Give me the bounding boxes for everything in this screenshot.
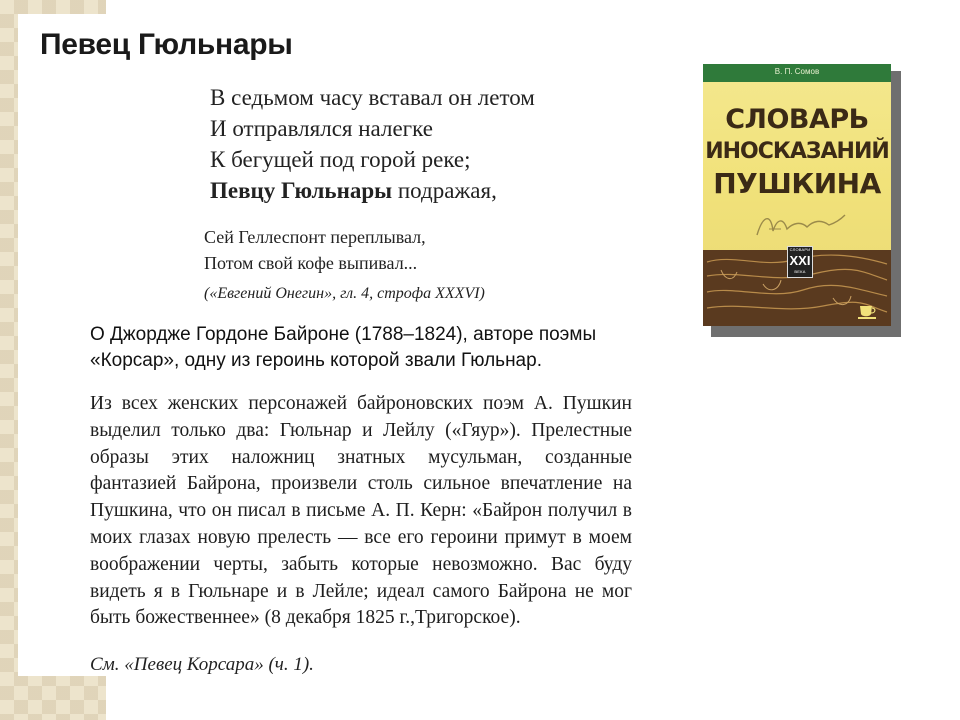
poem-source: («Евгений Онегин», гл. 4, строфа XXXVI) [204, 285, 485, 302]
poem-continuation [204, 224, 426, 276]
poem-line-rest: подражая, [392, 178, 497, 203]
poem-line: К бегущей под горой реке; [210, 147, 471, 172]
series-label-main: XXI [789, 253, 811, 268]
poem-bold-phrase: Певцу Гюльнары [210, 178, 393, 203]
article-text: Из всех женских персонажей байроновских поэм А. Пушкин выделил только два: Гюльнар и Лейлу («Гяур»). Прелестные образы этих наложниц знатных мусульман, созданные фантазией Байрона, произвели столь сильное впечатление на Пушкина, что он писал в письме А. П. Керн: «Байрон получил в моих глазах новую прелесть — все его героини примут в моем воображении черты, забыть которые невозможно. Вас буду видеть я в Гюльнаре и в Лейле; идеал самого Байрона не мог быть божественнее» (8 декабря 1825 г.,Тригорское). [90, 393, 632, 629]
series-badge [787, 246, 813, 278]
poem-stanza [210, 82, 535, 206]
poem-line: В седьмом часу вставал он летом [210, 85, 535, 110]
book-title-line: ПУШКИНА [713, 167, 881, 200]
book-title [703, 104, 891, 200]
byron-note: О Джордже Гордоне Байроне (1788–1824), авторе поэмы «Корсар», одну из героинь которой звали Гюльнар. [90, 324, 597, 371]
poem-line [210, 175, 535, 206]
book-title-line: ИНОСКАЗАНИЙ [705, 139, 889, 164]
poem-line: И отправлялся налегке [210, 116, 433, 141]
book-title-line: СЛОВАРЬ [725, 104, 869, 135]
signature-icon [749, 205, 849, 245]
poem-line: Сей Геллеспонт переплывал, [204, 227, 426, 247]
book-author: В. П. Сомов [774, 67, 820, 76]
series-label-top: СЛОВАРИ [789, 247, 811, 252]
see-also-reference: См. «Певец Корсара» (ч. 1). [90, 654, 314, 675]
publisher-logo-icon [857, 304, 879, 320]
poem-line: Потом свой кофе выпивал... [204, 253, 418, 273]
book-cover [703, 64, 891, 326]
series-label-bottom: ВЕКА [794, 269, 806, 274]
page-title: Певец Гюльнары [40, 28, 293, 61]
